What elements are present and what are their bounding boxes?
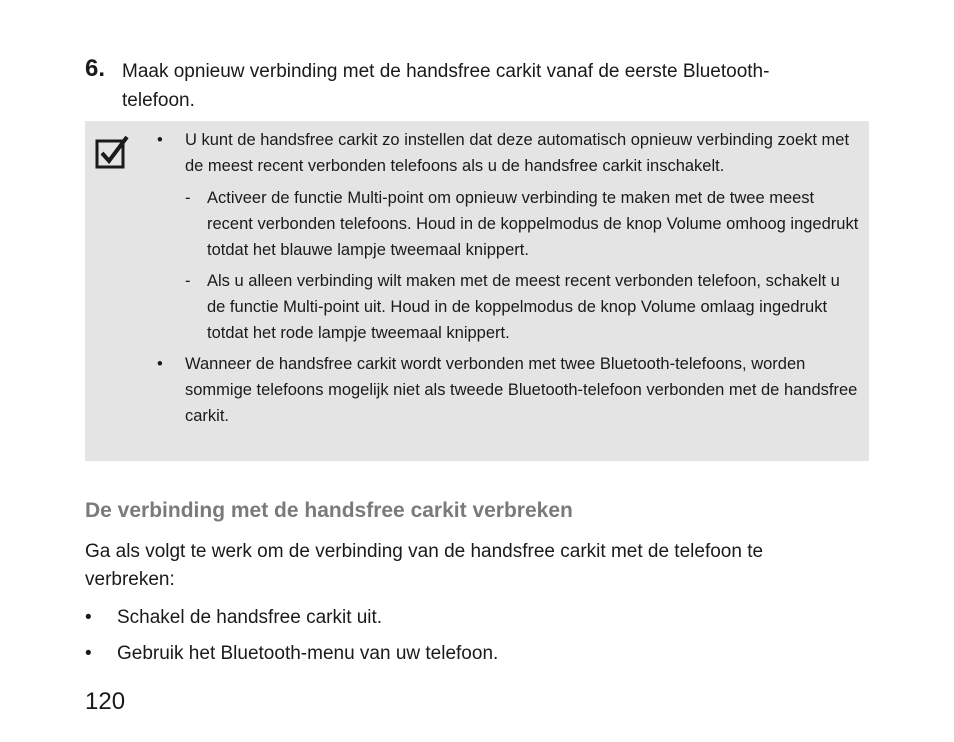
bullet: •	[157, 355, 163, 373]
action-list	[85, 604, 845, 676]
note-list	[157, 127, 862, 433]
list-item-text: Gebruik het Bluetooth-menu van uw telefoon.	[117, 643, 499, 664]
note-sub-item	[185, 268, 862, 346]
note-sub-list	[185, 185, 862, 346]
step-text: Maak opnieuw verbinding met de handsfree carkit vanaf de eerste Bluetooth-telefoon.	[122, 61, 770, 111]
note-item	[157, 351, 862, 429]
list-item	[85, 604, 845, 632]
section-intro: Ga als volgt te werk om de verbinding van de handsfree carkit met de telefoon te verbreken:	[85, 541, 764, 590]
note-box	[85, 121, 869, 461]
section-heading: De verbinding met de handsfree carkit verbreken	[85, 499, 573, 522]
dash: -	[185, 189, 191, 207]
note-item-text: U kunt de handsfree carkit zo instellen dat deze automatisch opnieuw verbinding zoekt met de meest recent verbonden telefoons als u de handsfree carkit inschakelt.	[185, 131, 850, 175]
note-sub-item-text: Activeer de functie Multi-point om opnieuw verbinding te maken met de twee meest recent verbonden telefoons. Houd in de koppelmodus de knop Volume omhoog ingedrukt totdat het blauwe lampje tweemaal knippert.	[207, 189, 859, 259]
bullet: •	[85, 607, 92, 628]
note-sub-item	[185, 185, 862, 263]
note-item	[157, 127, 862, 346]
checkbox-note-icon	[95, 135, 131, 171]
step-number: 6.	[85, 55, 106, 82]
bullet: •	[85, 643, 92, 664]
page-number: 120	[85, 688, 126, 715]
note-sub-item-text: Als u alleen verbinding wilt maken met de meest recent verbonden telefoon, schakelt u de functie Multi-point uit. Houd in de koppelmodus de knop Volume omlaag ingedrukt totdat het rode lampje tweemaal knippert.	[207, 272, 840, 342]
note-item-text: Wanneer de handsfree carkit wordt verbonden met twee Bluetooth-telefoons, worden sommige telefoons mogelijk niet als tweede Bluetooth-telefoon verbonden met de handsfree carkit.	[185, 355, 858, 425]
bullet: •	[157, 131, 163, 149]
list-item-text: Schakel de handsfree carkit uit.	[117, 607, 383, 628]
list-item	[85, 640, 845, 668]
dash: -	[185, 272, 191, 290]
